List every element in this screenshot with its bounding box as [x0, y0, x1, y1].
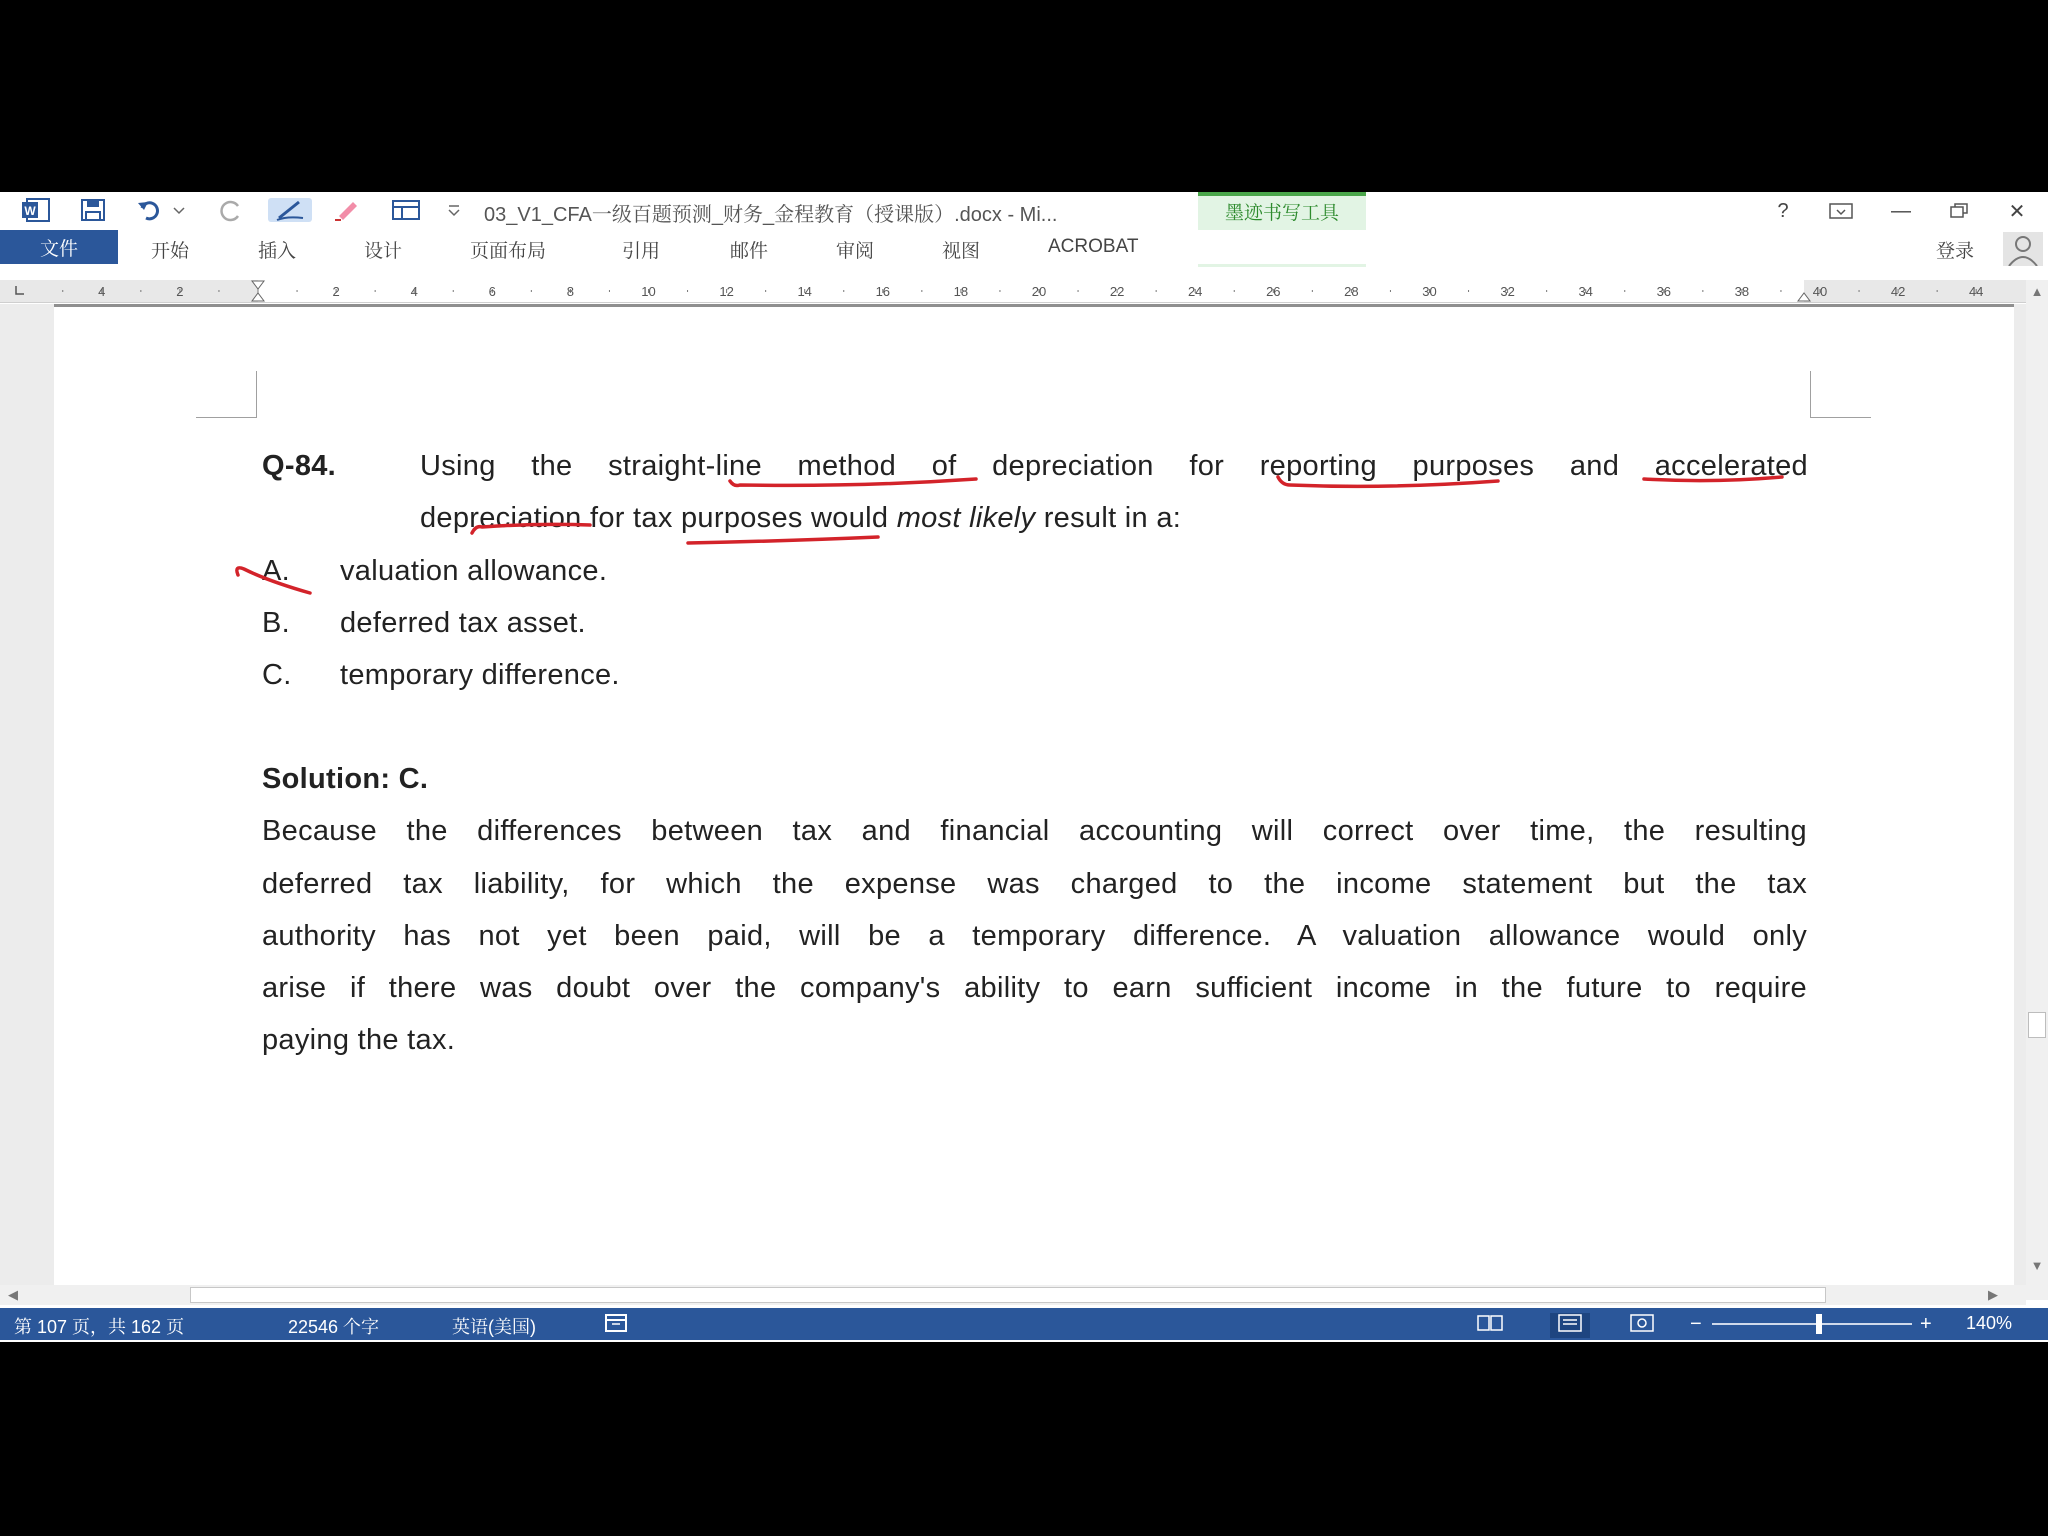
option-b-text: deferred tax asset. — [340, 607, 586, 639]
horizontal-scroll-thumb[interactable] — [190, 1287, 1826, 1303]
tab-view[interactable]: 视图 — [942, 241, 981, 262]
word-window — [0, 192, 2048, 1342]
document-page[interactable] — [54, 304, 2014, 1307]
layout-icon[interactable] — [388, 198, 424, 222]
question-text-start: depreciation for tax purposes would — [420, 502, 897, 534]
title-bar — [0, 192, 2048, 230]
ruler-number: 38 — [1734, 284, 1750, 299]
scroll-up-icon[interactable]: ▲ — [2030, 283, 2044, 299]
horizontal-ruler[interactable] — [0, 280, 2030, 303]
ribbon-tab-bar — [0, 230, 2048, 264]
ink-underline — [688, 537, 878, 543]
ruler-number: 10 — [641, 284, 656, 299]
zoom-out-button[interactable]: − — [1690, 1313, 1702, 1335]
ruler-number: 32 — [1500, 284, 1515, 299]
web-layout-icon[interactable] — [1628, 1313, 1656, 1338]
ruler-number: 24 — [1187, 284, 1203, 299]
ruler-number: 30 — [1422, 284, 1437, 299]
ink-tools-label: 墨迹书写工具 — [1224, 203, 1339, 224]
ruler-number: 4 — [98, 284, 106, 299]
tab-file[interactable]: 文件 — [0, 230, 118, 264]
svg-text:W: W — [24, 204, 36, 218]
ruler-number: 28 — [1344, 284, 1359, 299]
word-count[interactable]: 22546 个字 — [288, 1317, 380, 1337]
question-emphasis: most likely — [896, 502, 1036, 534]
ruler-number: 2 — [332, 284, 340, 299]
ruler-number: 8 — [566, 284, 575, 299]
zoom-slider[interactable] — [1712, 1323, 1912, 1325]
scroll-down-icon[interactable]: ▼ — [2030, 1257, 2044, 1273]
ruler-number: 22 — [1109, 284, 1125, 299]
tab-insert[interactable]: 插入 — [258, 241, 297, 262]
question-text-end: result in a: — [1035, 502, 1182, 534]
crop-mark-right — [1810, 371, 1871, 418]
scroll-right-icon[interactable]: ▶ — [1988, 1287, 1998, 1302]
tab-mailings[interactable]: 邮件 — [730, 241, 769, 262]
solution-line: Because the differences between tax and financial accounting will correct over time, the resulting — [262, 815, 1807, 847]
scroll-left-icon[interactable]: ◀ — [8, 1287, 18, 1302]
solution-heading: Solution: C. — [262, 763, 429, 795]
ruler-number: 34 — [1578, 284, 1593, 299]
ruler-number: 2 — [176, 284, 184, 299]
ruler-number: 18 — [953, 284, 969, 299]
ruler-number: 20 — [1031, 284, 1047, 299]
help-button[interactable]: ? — [1777, 199, 1789, 222]
customize-toolbar-icon[interactable] — [444, 198, 464, 222]
crop-mark-left — [196, 371, 257, 418]
ruler-number: 42 — [1890, 284, 1906, 299]
ribbon-display-options-icon[interactable] — [1826, 198, 1856, 224]
read-mode-icon[interactable] — [1476, 1313, 1504, 1338]
zoom-in-button[interactable]: + — [1920, 1313, 1932, 1335]
ruler-number: 6 — [488, 284, 496, 299]
solution-last-line: paying the tax. — [262, 1024, 456, 1056]
tab-design[interactable]: 设计 — [364, 241, 403, 262]
solution-line: deferred tax liability, for which the expense was charged to the income statement but the tax — [262, 868, 1807, 900]
highlighter-icon[interactable] — [330, 198, 364, 222]
macro-record-icon[interactable] — [604, 1313, 628, 1338]
minimize-button[interactable]: — — [1891, 199, 1911, 222]
question-text-line-2 — [420, 502, 1181, 535]
undo-icon[interactable] — [134, 198, 188, 222]
sign-in-link[interactable]: 登录 — [1936, 241, 1975, 262]
option-c-letter: C. — [262, 659, 292, 691]
avatar[interactable] — [2003, 232, 2043, 266]
ruler-number: 4 — [410, 284, 418, 299]
ruler-number: 14 — [797, 284, 812, 299]
vertical-scrollbar[interactable] — [2026, 280, 2048, 1300]
solution-line: arise if there was doubt over the company's ability to earn sufficient income in the future to require — [262, 972, 1807, 1004]
tab-home[interactable]: 开始 — [151, 241, 190, 262]
tab-page-layout[interactable]: 页面布局 — [470, 241, 547, 262]
print-layout-icon[interactable] — [1550, 1313, 1590, 1338]
horizontal-scrollbar[interactable] — [0, 1285, 2026, 1305]
solution-line: authority has not yet been paid, will be a temporary difference. A valuation allowance would only — [262, 920, 1807, 952]
ruler-number: 44 — [1968, 284, 1984, 299]
ruler-number: 36 — [1656, 284, 1672, 299]
page-count[interactable]: 第 107 页，共 162 页 — [14, 1317, 185, 1337]
question-number: Q-84. — [262, 450, 337, 482]
redo-icon[interactable] — [214, 198, 248, 222]
ruler-number: 40 — [1812, 284, 1828, 299]
option-a-letter: A. — [262, 555, 290, 587]
document-title: 03_V1_CFA一级百题预测_财务_金程教育（授课版）.docx - Mi... — [484, 204, 1058, 226]
ruler-number: 16 — [875, 284, 891, 299]
vertical-scroll-thumb[interactable] — [2028, 1012, 2046, 1038]
option-b-letter: B. — [262, 607, 290, 639]
document-area — [0, 304, 2026, 1304]
option-a-text: valuation allowance. — [340, 555, 608, 587]
status-bar — [0, 1308, 2048, 1340]
language-indicator[interactable]: 英语(美国) — [452, 1317, 536, 1337]
zoom-slider-thumb[interactable] — [1816, 1314, 1822, 1334]
ruler-number: 12 — [719, 284, 734, 299]
ruler-number: 26 — [1266, 284, 1281, 299]
tab-review[interactable]: 审阅 — [836, 241, 875, 262]
word-logo-icon — [16, 198, 56, 222]
tab-acrobat[interactable]: ACROBAT — [1048, 236, 1139, 257]
draw-pen-icon[interactable] — [268, 198, 312, 222]
close-button[interactable]: ✕ — [2008, 200, 2026, 223]
zoom-level[interactable]: 140% — [1966, 1313, 2013, 1333]
question-text-line-1: Using the straight-line method of depreciation for reporting purposes and accelerated — [420, 450, 1808, 482]
tab-references[interactable]: 引用 — [622, 241, 661, 262]
save-icon[interactable] — [76, 198, 110, 222]
option-c-text: temporary difference. — [340, 659, 620, 691]
restore-icon[interactable] — [1944, 198, 1974, 224]
